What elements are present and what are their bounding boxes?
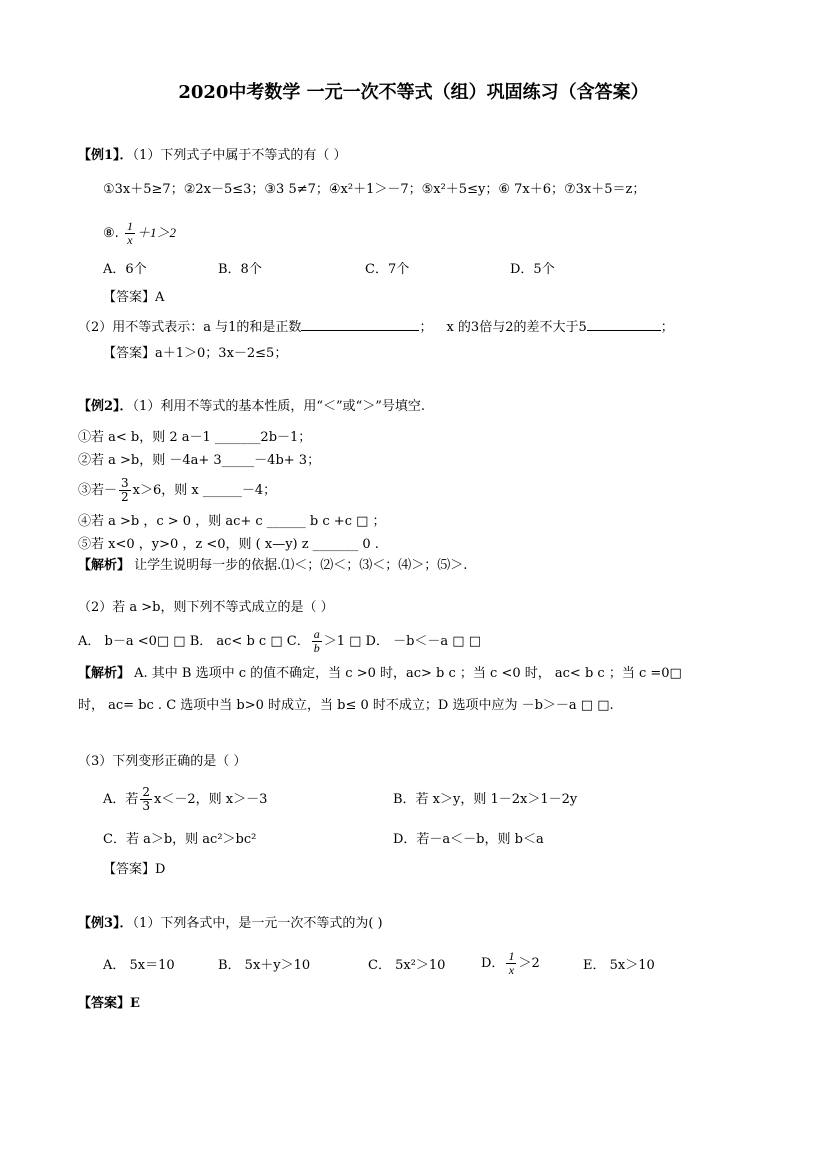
ex2-q2-c-den: b xyxy=(313,641,320,655)
ex2-q3-a-num: 2 xyxy=(142,785,151,799)
ex3-option-e: E． 5x＞10 xyxy=(583,958,655,973)
ex2-l3-pre: ③若－ xyxy=(78,483,118,498)
ex3-d-den: x xyxy=(508,963,515,977)
ex3-option-d xyxy=(481,946,540,982)
ex2-q3-a-pre: A．若 xyxy=(103,792,139,807)
ex1-label: 【例1】． xyxy=(78,148,133,163)
ex1-q2-sep: ； xyxy=(419,320,433,335)
ex2-line-1: ①若 a< b，则 2 a－1 _______2b－1； xyxy=(78,430,312,445)
ex2-q3-option-c: C．若 a＞b，则 ac²＞bc² xyxy=(103,832,257,847)
ex2-q2-options xyxy=(78,624,481,660)
ex2-analysis-text: 让学生说明每一步的依据.⑴＜；⑵＜；⑶＜；⑷＞；⑸＞. xyxy=(130,558,468,573)
ex3-d-num: 1 xyxy=(508,949,515,963)
ex2-q2-c-num: a xyxy=(313,627,320,641)
ex2-q2-options-ab: A． b－a <0□ □ B． ac< b c □ C． xyxy=(78,634,310,649)
ex1-answer-2: 【答案】a＋1＞0；3x－2≤5； xyxy=(103,346,288,361)
ex2-label: 【例2】． xyxy=(78,399,133,414)
ex2-l3-post: x＞6，则 x ______－4； xyxy=(132,483,277,498)
ex2-analysis-2-line-1 xyxy=(78,664,682,684)
ex1-option-a: A．6个 xyxy=(103,262,147,277)
ex1-option-b: B．8个 xyxy=(218,262,262,277)
ex1-item8-tail: ＋1＞2 xyxy=(136,225,176,240)
ex1-q2-blank-1 xyxy=(301,316,419,331)
ex2-line-4: ④若 a >b ，c > 0 ，则 ac+ c ______ b c +c □ ； xyxy=(78,514,386,529)
ex1-answer-1: 【答案】A xyxy=(103,290,165,305)
ex2-l3-fraction xyxy=(119,477,131,504)
document-title: 2020中考数学 一元一次不等式（组）巩固练习（含答案） xyxy=(178,82,649,103)
ex3-d-fraction xyxy=(506,950,516,977)
ex1-q2-end: ； xyxy=(660,320,674,335)
ex1-q2-intro: （2）用不等式表示： xyxy=(78,320,204,335)
ex3-q1-text: （1）下列各式中，是一元一次不等式的为( ) xyxy=(132,916,383,931)
ex1-item8-prefix: ⑧. xyxy=(103,226,119,241)
ex2-l3-den: 2 xyxy=(121,490,129,504)
ex1-item8-den: x xyxy=(127,233,133,247)
ex2-q3-a-fraction xyxy=(140,786,152,813)
ex2-analysis-label: 【解析】 xyxy=(78,558,131,573)
ex3-label: 【例3】． xyxy=(78,916,133,931)
ex2-analysis-2-line-2: 时， ac= bc . C 选项中当 b>0 时成立，当 b≤ 0 时不成立；D 选项中应为 －b＞－a □ □. xyxy=(78,698,614,713)
ex2-question-2: （2）若 a >b，则下列不等式成立的是（ ） xyxy=(78,600,334,615)
ex2-line-3 xyxy=(78,474,276,508)
ex1-option-c: C．7个 xyxy=(365,262,410,277)
ex1-question-2 xyxy=(78,316,674,338)
ex3-answer: 【答案】E xyxy=(78,996,140,1011)
ex2-line-2: ②若 a >b，则 －4a+ 3_____－4b+ 3； xyxy=(78,453,321,468)
ex2-question-3: （3）下列变形正确的是（ ） xyxy=(78,754,247,769)
ex1-q2-part2: x 的3倍与2的差不大于5 xyxy=(446,320,587,335)
ex1-item8-num: 1 xyxy=(126,219,133,233)
ex3-d-post: ＞2 xyxy=(518,956,540,971)
ex2-q3-option-b: B．若 x＞y，则 1－2x＞1－2y xyxy=(393,792,578,807)
ex2-answer-3: 【答案】D xyxy=(103,862,166,877)
ex1-question-1 xyxy=(78,146,346,166)
ex3-option-a: A． 5x＝10 xyxy=(103,958,175,973)
ex2-q3-option-a xyxy=(103,783,267,817)
ex2-l3-num: 3 xyxy=(121,476,129,490)
ex1-q2-blank-2 xyxy=(587,316,661,331)
ex1-items-line: ①3x＋5≥7；②2x－5≤3；③3 5≠7；④x²＋1＞－7；⑤x²＋5≤y；⑥ 7x＋6；⑦3x＋5＝z； xyxy=(103,182,646,197)
ex2-q2-options-cd: ＞1 □ D． －b＜－a □ □ xyxy=(323,634,481,649)
ex3-option-c: C． 5x²＞10 xyxy=(368,958,446,973)
ex2-q2-c-fraction xyxy=(312,628,322,655)
ex2-analysis-2-label: 【解析】 xyxy=(78,666,131,681)
ex2-q3-option-d: D．若－a＜－b，则 b＜a xyxy=(393,832,544,847)
ex3-question-1 xyxy=(78,914,383,934)
ex2-line-5: ⑤若 x<0 ，y>0 ，z <0，则 ( x—y) z _______ 0 . xyxy=(78,537,379,552)
ex1-item-8 xyxy=(103,216,176,250)
ex1-option-d: D．5个 xyxy=(510,262,555,277)
ex2-analysis-2-text-1: A. 其中 B 选项中 c 的值不确定，当 c >0 时，ac> b c ；当 c <0 时， ac< b c ；当 c =0□ xyxy=(130,666,682,681)
ex3-option-b: B． 5x＋y＞10 xyxy=(218,958,311,973)
ex1-q2-part1: a 与1的和是正数 xyxy=(203,320,302,335)
ex1-item8-fraction xyxy=(125,220,135,247)
ex2-question-1 xyxy=(78,397,425,417)
ex2-analysis-1 xyxy=(78,556,467,576)
ex2-q1-text: （1）利用不等式的基本性质，用“＜”或“＞”号填空. xyxy=(132,399,426,414)
ex2-q3-a-den: 3 xyxy=(142,799,151,813)
ex3-d-pre: D． xyxy=(481,956,505,971)
ex2-q3-a-post: x＜－2，则 x＞－3 xyxy=(154,792,268,807)
ex1-q1-text: （1）下列式子中属于不等式的有（ ） xyxy=(132,148,347,163)
